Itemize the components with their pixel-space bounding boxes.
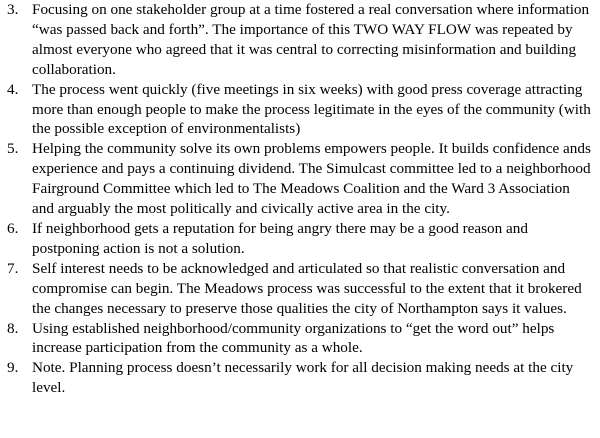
list-item <box>0 259 600 319</box>
list-item <box>0 80 600 140</box>
list-item <box>0 0 600 80</box>
list-item-number: 5. <box>7 140 19 158</box>
list-item-text: The process went quickly (five meetings in six weeks) with good press coverage attracting more than enough people to make the process legitimate in the eyes of the community (with the possible exception of environmentalists) <box>32 80 591 138</box>
list-item-text: Using established neighborhood/community organizations to “get the word out” helps increase participation from the community as a whole. <box>32 319 555 357</box>
list-item-number: 8. <box>7 319 19 337</box>
list-item <box>0 319 600 359</box>
list-item-number: 3. <box>7 1 19 18</box>
list-item <box>0 219 600 259</box>
list-item-text: If neighborhood gets a reputation for being angry there may be a good reason and postponing action is not a solution. <box>32 219 528 257</box>
list-item-number: 9. <box>7 359 19 377</box>
list-item-text: Note. Planning process doesn’t necessarily work for all decision making needs at the city level. <box>32 359 574 397</box>
list-item-text: Helping the community solve its own problems empowers people. It builds confidence ands experience and pays a continuing dividend. The Simulcast committee led to a neighborhood Fairground Committee which led to The Meadows Coalition and the Ward 3 Association and arguably the most politically and civically active area in the city. <box>32 140 591 218</box>
list-item-number: 6. <box>7 219 19 237</box>
list-item-text: Self interest needs to be acknowledged and articulated so that realistic conversation and compromise can begin. The Meadows process was successful to the extent that it brokered the changes necessary to preserve those qualities the city of Northampton says it values. <box>32 259 582 317</box>
list-item-number: 7. <box>7 259 19 277</box>
list-item-number: 4. <box>7 80 19 98</box>
list-item <box>0 358 600 398</box>
list-item-text: Focusing on one stakeholder group at a time fostered a real conversation where information “was passed back and forth”. The importance of this TWO WAY FLOW was repeated by almost everyone who agreed that it was central to correcting misinformation and building collaboration. <box>32 1 590 78</box>
list-item <box>0 139 600 219</box>
